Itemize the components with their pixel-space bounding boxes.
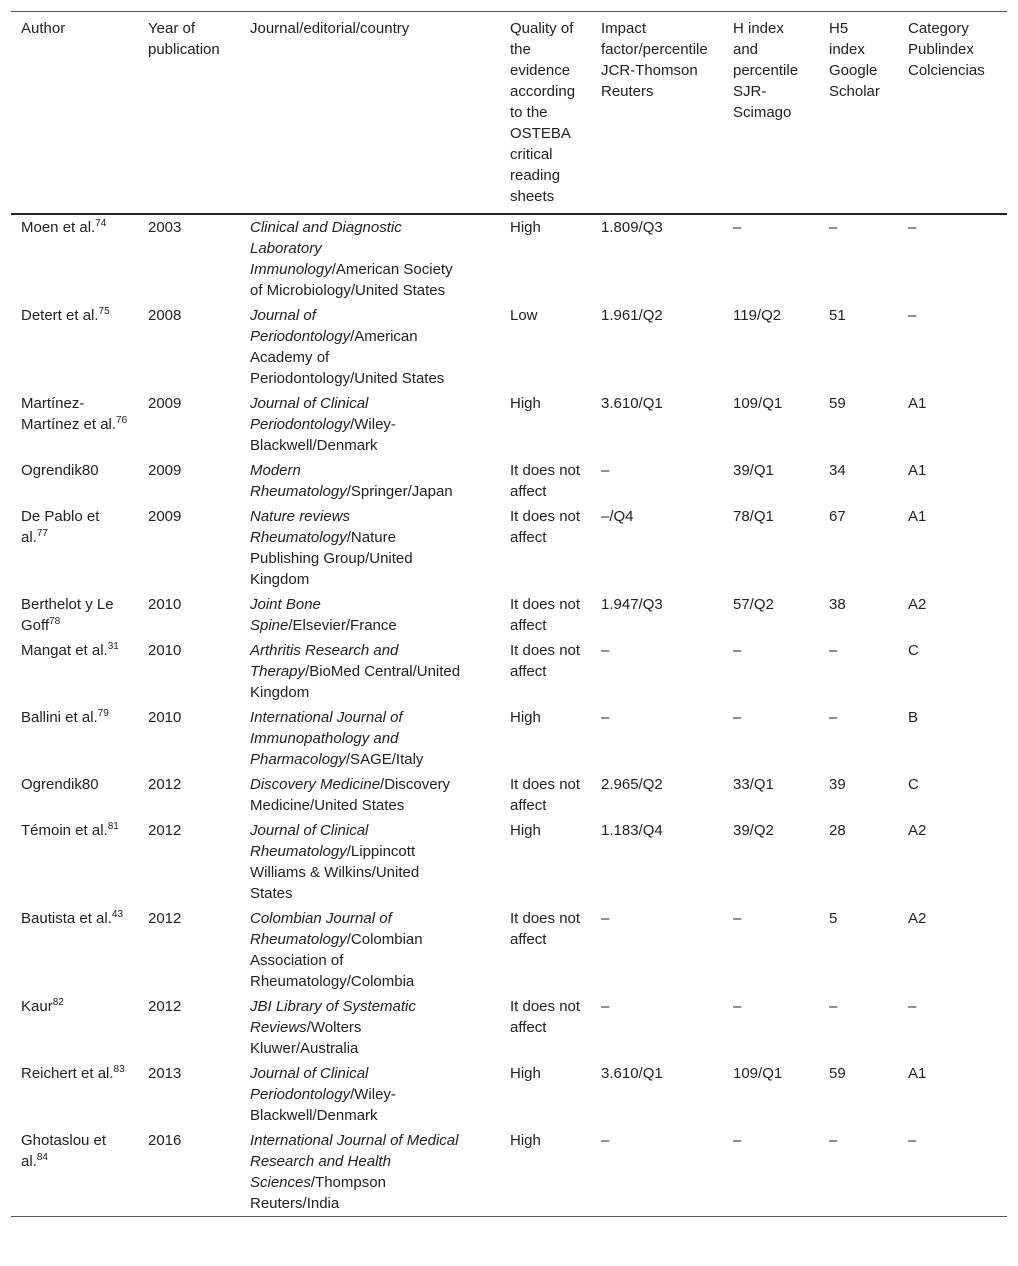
hindex-cell: 109/Q1 — [733, 395, 783, 412]
header-hindex: H index and percentile SJR-Scimago — [733, 20, 799, 121]
author-name: Ballini et al. — [21, 709, 98, 726]
hindex-cell: – — [733, 910, 742, 927]
author-name: Martínez-Martínez et al. — [21, 395, 117, 433]
journal-name: Colombian Journal of Rheumatology — [250, 910, 392, 948]
category-cell: A1 — [908, 1065, 927, 1082]
quality-cell: It does not affect — [510, 508, 581, 546]
category-cell: B — [908, 709, 919, 726]
publisher-country: /American Society of Microbiology/United States — [250, 261, 453, 299]
journal-cell — [240, 214, 500, 303]
author-cell — [11, 638, 138, 705]
table-row — [11, 391, 1007, 458]
publisher-country: /American Academy of Periodontology/United States — [250, 328, 445, 387]
h5-cell: 51 — [829, 307, 846, 324]
category-cell: A2 — [908, 822, 927, 839]
journal-cell — [240, 1128, 500, 1217]
reference-number: 76 — [116, 415, 128, 426]
publisher-country: /Discovery Medicine/United States — [250, 776, 451, 814]
year-cell: 2003 — [148, 219, 182, 236]
author-name: Ghotaslou et al. — [21, 1132, 107, 1170]
reference-number: 43 — [111, 909, 124, 920]
reference-number: 31 — [107, 641, 119, 652]
h5-cell: 59 — [829, 1065, 846, 1082]
publisher-country: /BioMed Central/United Kingdom — [250, 663, 461, 701]
impact-cell: 1.961/Q2 — [601, 307, 663, 324]
journal-cell — [240, 772, 500, 818]
h5-cell: 28 — [829, 822, 846, 839]
author-cell — [11, 303, 138, 391]
author-name: Berthelot y Le Goff — [21, 596, 114, 634]
publisher-country: /Thompson Reuters/India — [250, 1174, 386, 1212]
h5-cell: – — [829, 1132, 838, 1149]
year-cell: 2012 — [148, 822, 182, 839]
h5-cell: 67 — [829, 508, 846, 525]
author-name: De Pablo et al. — [21, 508, 100, 546]
table-row — [11, 504, 1007, 592]
h5-cell: – — [829, 998, 838, 1015]
publisher-country: /Nature Publishing Group/United Kingdom — [250, 529, 413, 588]
table-row — [11, 772, 1007, 818]
table-row — [11, 214, 1007, 303]
impact-cell: – — [601, 462, 610, 479]
publisher-country: /Elsevier/France — [288, 617, 397, 634]
evidence-table — [11, 11, 1007, 1217]
year-cell: 2010 — [148, 596, 182, 613]
journal-name: Journal of Clinical Rheumatology — [250, 822, 369, 860]
publisher-country: /SAGE/Italy — [345, 751, 424, 768]
journal-name: Clinical and Diagnostic Laboratory Immunology — [250, 219, 402, 278]
header-h5: H5 index Google Scholar — [829, 20, 880, 100]
hindex-cell: 33/Q1 — [733, 776, 774, 793]
year-cell: 2008 — [148, 307, 182, 324]
h5-cell: 59 — [829, 395, 846, 412]
category-cell: A1 — [908, 508, 927, 525]
author-name: Témoin et al. — [21, 822, 108, 839]
journal-name: Joint Bone Spine — [250, 596, 321, 634]
reference-number: 84 — [36, 1152, 48, 1163]
quality-cell: It does not affect — [510, 642, 581, 680]
reference-number: 77 — [36, 528, 48, 539]
year-cell: 2009 — [148, 395, 182, 412]
author-cell — [11, 994, 138, 1061]
author-cell — [11, 818, 138, 906]
table-row — [11, 303, 1007, 391]
year-cell: 2009 — [148, 462, 182, 479]
hindex-cell: – — [733, 709, 742, 726]
reference-number: 82 — [52, 997, 64, 1008]
journal-cell — [240, 705, 500, 772]
hindex-cell: – — [733, 642, 742, 659]
author-cell — [11, 1061, 138, 1128]
publisher-country: /Wiley-Blackwell/Denmark — [250, 416, 396, 454]
year-cell: 2013 — [148, 1065, 182, 1082]
table-row — [11, 705, 1007, 772]
hindex-cell: – — [733, 998, 742, 1015]
journal-cell — [240, 303, 500, 391]
impact-cell: – — [601, 998, 610, 1015]
impact-cell: 2.965/Q2 — [601, 776, 663, 793]
year-cell: 2012 — [148, 776, 182, 793]
author-name: Bautista et al. — [21, 910, 112, 927]
publisher-country: /Wolters Kluwer/Australia — [250, 1019, 362, 1057]
hindex-cell: 109/Q1 — [733, 1065, 783, 1082]
journal-cell — [240, 1061, 500, 1128]
quality-cell: It does not affect — [510, 596, 581, 634]
h5-cell: 39 — [829, 776, 846, 793]
quality-cell: High — [510, 1065, 541, 1082]
author-cell — [11, 504, 138, 592]
header-quality: Quality of the evidence according to the OSTEBA critical reading sheets — [510, 20, 576, 205]
author-name: Detert et al. — [21, 307, 99, 324]
quality-cell: Low — [510, 307, 538, 324]
author-cell — [11, 772, 138, 818]
impact-cell: –/Q4 — [601, 508, 634, 525]
year-cell: 2010 — [148, 642, 182, 659]
year-cell: 2012 — [148, 998, 182, 1015]
author-cell — [11, 705, 138, 772]
hindex-cell: – — [733, 219, 742, 236]
journal-cell — [240, 592, 500, 638]
author-cell — [11, 906, 138, 994]
header-category: Category Publindex Colciencias — [908, 20, 985, 79]
journal-name: Arthritis Research and Therapy — [250, 642, 399, 680]
year-cell: 2009 — [148, 508, 182, 525]
journal-name: International Journal of Immunopathology and Pharmacology — [250, 709, 403, 768]
table-row — [11, 638, 1007, 705]
reference-number: 79 — [97, 708, 109, 719]
author-cell — [11, 592, 138, 638]
category-cell: – — [908, 219, 917, 236]
hindex-cell: – — [733, 1132, 742, 1149]
impact-cell: – — [601, 1132, 610, 1149]
table-row — [11, 994, 1007, 1061]
author-name: Mangat et al. — [21, 642, 108, 659]
hindex-cell: 119/Q2 — [733, 307, 782, 324]
hindex-cell: 39/Q2 — [733, 822, 774, 839]
author-cell — [11, 391, 138, 458]
category-cell: – — [908, 998, 917, 1015]
header-row — [11, 12, 1007, 215]
header-journal: Journal/editorial/country — [250, 20, 410, 37]
journal-cell — [240, 818, 500, 906]
h5-cell: 34 — [829, 462, 846, 479]
impact-cell: 1.183/Q4 — [601, 822, 663, 839]
h5-cell: – — [829, 219, 838, 236]
publisher-country: /Springer/Japan — [346, 483, 453, 500]
year-cell: 2012 — [148, 910, 182, 927]
quality-cell: High — [510, 1132, 541, 1149]
impact-cell: 3.610/Q1 — [601, 395, 663, 412]
quality-cell: It does not affect — [510, 776, 581, 814]
table-row — [11, 1061, 1007, 1128]
category-cell: A1 — [908, 462, 927, 479]
quality-cell: High — [510, 709, 541, 726]
category-cell: C — [908, 642, 919, 659]
impact-cell: – — [601, 709, 610, 726]
publisher-country: /Colombian Association of Rheumatology/Colombia — [250, 931, 423, 990]
journal-name: Nature reviews Rheumatology — [250, 508, 351, 546]
hindex-cell: 57/Q2 — [733, 596, 774, 613]
table-row — [11, 906, 1007, 994]
impact-cell: 3.610/Q1 — [601, 1065, 663, 1082]
h5-cell: – — [829, 709, 838, 726]
table-row — [11, 1128, 1007, 1217]
journal-name: Journal of Clinical Periodontology — [250, 1065, 369, 1103]
quality-cell: High — [510, 395, 541, 412]
journal-cell — [240, 994, 500, 1061]
journal-name: Discovery Medicine — [250, 776, 381, 793]
reference-number: 74 — [95, 218, 107, 229]
impact-cell: 1.809/Q3 — [601, 219, 663, 236]
table-row — [11, 458, 1007, 504]
quality-cell: High — [510, 822, 541, 839]
table-row — [11, 818, 1007, 906]
quality-cell: It does not affect — [510, 910, 581, 948]
journal-name: International Journal of Medical Research and Health Sciences — [250, 1132, 459, 1191]
h5-cell: 38 — [829, 596, 846, 613]
header-author: Author — [21, 20, 66, 37]
publisher-country: /Lippincott Williams & Wilkins/United States — [250, 843, 420, 902]
journal-cell — [240, 504, 500, 592]
hindex-cell: 39/Q1 — [733, 462, 774, 479]
author-name: Kaur — [21, 998, 53, 1015]
year-cell: 2010 — [148, 709, 182, 726]
author-cell — [11, 1128, 138, 1217]
publisher-country: /Wiley-Blackwell/Denmark — [250, 1086, 396, 1124]
header-year: Year of publication — [148, 20, 220, 58]
table-row — [11, 592, 1007, 638]
quality-cell: It does not affect — [510, 462, 581, 500]
journal-name: JBI Library of Systematic Reviews — [250, 998, 416, 1036]
author-name: Reichert et al. — [21, 1065, 114, 1082]
year-cell: 2016 — [148, 1132, 182, 1149]
author-cell — [11, 458, 138, 504]
category-cell: – — [908, 1132, 917, 1149]
journal-cell — [240, 458, 500, 504]
journal-cell — [240, 638, 500, 705]
h5-cell: – — [829, 642, 838, 659]
impact-cell: – — [601, 642, 610, 659]
reference-number: 83 — [113, 1064, 125, 1075]
reference-number: 75 — [98, 306, 110, 317]
reference-number: 78 — [49, 616, 61, 627]
impact-cell: – — [601, 910, 610, 927]
quality-cell: High — [510, 219, 541, 236]
category-cell: – — [908, 307, 917, 324]
category-cell: A2 — [908, 910, 927, 927]
impact-cell: 1.947/Q3 — [601, 596, 663, 613]
category-cell: A1 — [908, 395, 927, 412]
author-name: Moen et al. — [21, 219, 96, 236]
author-name: Ogrendik80 — [21, 776, 99, 793]
quality-cell: It does not affect — [510, 998, 581, 1036]
journal-name: Modern Rheumatology — [250, 462, 347, 500]
journal-cell — [240, 906, 500, 994]
journal-name: Journal of Clinical Periodontology — [250, 395, 369, 433]
author-name: Ogrendik80 — [21, 462, 99, 479]
table-container — [11, 11, 1007, 1217]
reference-number: 81 — [107, 821, 119, 832]
header-impact: Impact factor/percentile JCR-Thomson Reuters — [601, 20, 708, 100]
category-cell: A2 — [908, 596, 927, 613]
hindex-cell: 78/Q1 — [733, 508, 774, 525]
journal-name: Journal of Periodontology — [250, 307, 351, 345]
category-cell: C — [908, 776, 919, 793]
journal-cell — [240, 391, 500, 458]
author-cell — [11, 214, 138, 303]
h5-cell: 5 — [829, 910, 838, 927]
